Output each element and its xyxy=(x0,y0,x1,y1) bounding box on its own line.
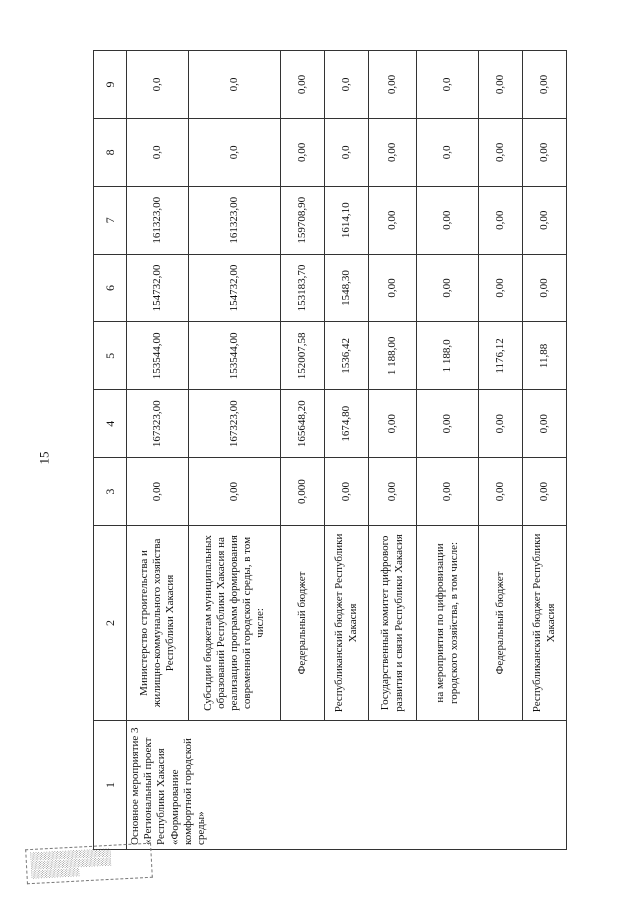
stamp-line: ░░░░░░░░░ xyxy=(31,868,81,880)
value-cell: 0,00 xyxy=(479,118,523,186)
header-cell: 8 xyxy=(94,118,127,186)
header-cell: 9 xyxy=(94,51,127,119)
value-cell: 0,00 xyxy=(369,118,417,186)
table-container xyxy=(93,50,557,850)
value-cell: 0,00 xyxy=(325,458,369,526)
header-cell: 1 xyxy=(94,720,127,849)
rotated-table-frame xyxy=(93,50,557,850)
value-cell: 154732,00 xyxy=(127,254,189,322)
value-cell: 0,00 xyxy=(523,118,567,186)
row-name-cell: Федеральный бюджет xyxy=(281,526,325,721)
value-cell: 153544,00 xyxy=(189,322,281,390)
value-cell: 11,88 xyxy=(523,322,567,390)
value-cell: 0,00 xyxy=(479,390,523,458)
value-cell: 0,00 xyxy=(523,390,567,458)
header-cell: 6 xyxy=(94,254,127,322)
value-cell: 159708,90 xyxy=(281,186,325,254)
value-cell: 1 188,00 xyxy=(369,322,417,390)
value-cell: 161323,00 xyxy=(189,186,281,254)
value-cell: 0,00 xyxy=(479,186,523,254)
table-row xyxy=(127,51,189,850)
value-cell: 0,00 xyxy=(523,51,567,119)
row-name-cell: Субсидии бюджетам муниципальных образований Республики Хакасия на реализацию программ формирования современной городской среды, в том числе: xyxy=(189,526,281,721)
value-cell: 0,00 xyxy=(369,186,417,254)
row-name-cell: Республиканский бюджет Республики Хакасия xyxy=(325,526,369,721)
value-cell: 0,0 xyxy=(127,118,189,186)
page-number: 15 xyxy=(36,451,52,465)
value-cell: 0,00 xyxy=(417,186,479,254)
value-cell: 154732,00 xyxy=(189,254,281,322)
row-name-cell: на мероприятия по цифровизации городского хозяйства, в том числе: xyxy=(417,526,479,721)
header-cell: 7 xyxy=(94,186,127,254)
value-cell: 1176,12 xyxy=(479,322,523,390)
value-cell: 153183,70 xyxy=(281,254,325,322)
header-cell: 4 xyxy=(94,390,127,458)
value-cell: 0,00 xyxy=(523,254,567,322)
value-cell: 167323,00 xyxy=(127,390,189,458)
value-cell: 1614,10 xyxy=(325,186,369,254)
row-name-cell: Федеральный бюджет xyxy=(479,526,523,721)
value-cell: 0,00 xyxy=(369,458,417,526)
header-cell: 2 xyxy=(94,526,127,721)
value-cell: 0,00 xyxy=(479,51,523,119)
event-name-cell: Основное мероприятие 3 «Региональный проект Республики Хакасия «Формирование комфортной городской среды» xyxy=(127,720,567,849)
value-cell: 0,00 xyxy=(369,51,417,119)
value-cell: 152007,58 xyxy=(281,322,325,390)
value-cell: 165648,20 xyxy=(281,390,325,458)
value-cell: 0,0 xyxy=(189,118,281,186)
value-cell: 161323,00 xyxy=(127,186,189,254)
value-cell: 0,0 xyxy=(417,118,479,186)
value-cell: 0,00 xyxy=(523,186,567,254)
value-cell: 0,0 xyxy=(189,51,281,119)
row-name-cell: Республиканский бюджет Республики Хакасия xyxy=(523,526,567,721)
value-cell: 0,0 xyxy=(127,51,189,119)
value-cell: 0,00 xyxy=(417,458,479,526)
value-cell: 0,00 xyxy=(523,458,567,526)
header-cell: 5 xyxy=(94,322,127,390)
value-cell: 0,00 xyxy=(127,458,189,526)
value-cell: 0,00 xyxy=(369,390,417,458)
value-cell: 0,000 xyxy=(281,458,325,526)
value-cell: 1536,42 xyxy=(325,322,369,390)
value-cell: 0,00 xyxy=(281,118,325,186)
stamp-line: ░░░░░░░░░░░░░░░ xyxy=(30,857,112,871)
budget-table xyxy=(93,50,567,850)
value-cell: 0,00 xyxy=(479,254,523,322)
value-cell: 167323,00 xyxy=(189,390,281,458)
value-cell: 0,00 xyxy=(417,254,479,322)
value-cell: 0,00 xyxy=(417,390,479,458)
value-cell: 0,00 xyxy=(369,254,417,322)
value-cell: 0,00 xyxy=(281,51,325,119)
row-name-cell: Государственный комитет цифрового развития и связи Республики Хакасия xyxy=(369,526,417,721)
value-cell: 1548,30 xyxy=(325,254,369,322)
row-name-cell: Министерство строительства и жилищно-коммунального хозяйства Республики Хакасия xyxy=(127,526,189,721)
value-cell: 1 188,0 xyxy=(417,322,479,390)
value-cell: 153544,00 xyxy=(127,322,189,390)
registration-stamp xyxy=(25,843,153,885)
value-cell: 0,0 xyxy=(417,51,479,119)
value-cell: 1674,80 xyxy=(325,390,369,458)
value-cell: 0,00 xyxy=(189,458,281,526)
value-cell: 0,0 xyxy=(325,51,369,119)
stamp-line: ░░░░░░░░░░░░░░░ xyxy=(30,848,112,862)
header-row xyxy=(94,51,127,850)
value-cell: 0,00 xyxy=(479,458,523,526)
value-cell: 0,0 xyxy=(325,118,369,186)
header-cell: 3 xyxy=(94,458,127,526)
